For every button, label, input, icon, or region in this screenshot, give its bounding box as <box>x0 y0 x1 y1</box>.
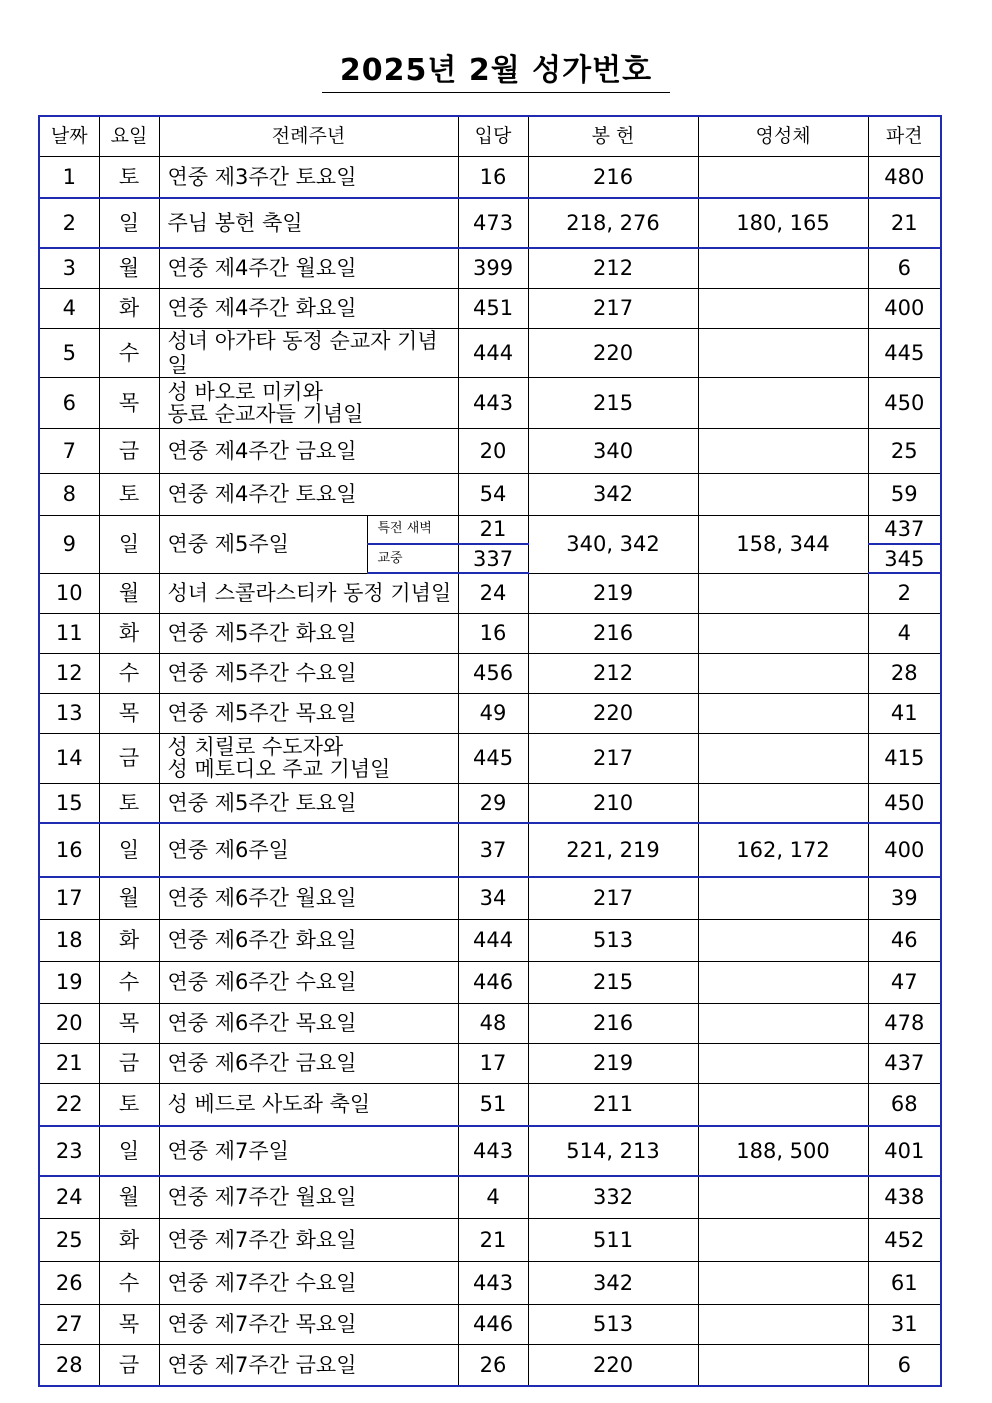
date-cell: 4 <box>39 288 99 328</box>
communion-cell <box>698 377 868 428</box>
dismissal-cell: 438 <box>868 1176 941 1218</box>
dismissal-cell: 31 <box>868 1304 941 1344</box>
header-dismissal: 파견 <box>868 116 941 156</box>
communion-cell: 188, 500 <box>698 1126 868 1176</box>
date-cell: 27 <box>39 1304 99 1344</box>
weekday-cell: 목 <box>99 1003 159 1043</box>
date-cell: 10 <box>39 573 99 613</box>
table-row <box>39 693 941 733</box>
offertory-cell: 212 <box>528 653 698 693</box>
date-cell: 11 <box>39 613 99 653</box>
entrance-cell: 337 <box>458 544 528 573</box>
offertory-cell: 218, 276 <box>528 198 698 248</box>
date-cell: 6 <box>39 377 99 428</box>
table-row <box>39 377 941 428</box>
header-row <box>39 116 941 156</box>
liturgy-cell: 연중 제6주간 금요일 <box>159 1043 458 1083</box>
offertory-cell: 220 <box>528 1344 698 1386</box>
weekday-cell: 토 <box>99 783 159 823</box>
entrance-cell: 48 <box>458 1003 528 1043</box>
offertory-cell: 342 <box>528 1261 698 1304</box>
table-row <box>39 877 941 919</box>
mass-label-cell: 교중 <box>367 544 458 573</box>
dismissal-cell: 6 <box>868 248 941 288</box>
communion-cell <box>698 248 868 288</box>
offertory-cell: 217 <box>528 288 698 328</box>
date-cell: 24 <box>39 1176 99 1218</box>
entrance-cell: 473 <box>458 198 528 248</box>
dismissal-cell: 28 <box>868 653 941 693</box>
dismissal-cell: 401 <box>868 1126 941 1176</box>
communion-cell <box>698 288 868 328</box>
offertory-cell: 210 <box>528 783 698 823</box>
liturgy-cell: 연중 제5주간 토요일 <box>159 783 458 823</box>
offertory-cell: 215 <box>528 377 698 428</box>
table-row <box>39 823 941 877</box>
liturgy-cell: 연중 제7주간 화요일 <box>159 1218 458 1261</box>
date-cell: 3 <box>39 248 99 288</box>
title-wrap <box>0 52 992 93</box>
communion-cell <box>698 1043 868 1083</box>
header-entrance: 입당 <box>458 116 528 156</box>
entrance-cell: 26 <box>458 1344 528 1386</box>
liturgy-cell: 연중 제4주간 금요일 <box>159 428 458 473</box>
offertory-cell: 215 <box>528 961 698 1003</box>
dismissal-cell: 25 <box>868 428 941 473</box>
communion-cell <box>698 961 868 1003</box>
entrance-cell: 446 <box>458 1304 528 1344</box>
liturgy-cell: 성녀 스콜라스티카 동정 기념일 <box>159 573 458 613</box>
communion-cell <box>698 653 868 693</box>
dismissal-cell: 400 <box>868 823 941 877</box>
offertory-cell: 221, 219 <box>528 823 698 877</box>
date-cell: 23 <box>39 1126 99 1176</box>
entrance-cell: 21 <box>458 515 528 544</box>
dismissal-cell: 450 <box>868 783 941 823</box>
weekday-cell: 일 <box>99 1126 159 1176</box>
weekday-cell: 토 <box>99 156 159 198</box>
date-cell: 18 <box>39 919 99 961</box>
offertory-cell: 212 <box>528 248 698 288</box>
communion-cell <box>698 328 868 377</box>
dismissal-cell: 46 <box>868 919 941 961</box>
entrance-cell: 49 <box>458 693 528 733</box>
communion-cell <box>698 919 868 961</box>
offertory-cell: 217 <box>528 877 698 919</box>
communion-cell <box>698 1304 868 1344</box>
liturgy-cell: 연중 제7주간 금요일 <box>159 1344 458 1386</box>
date-cell: 2 <box>39 198 99 248</box>
liturgy-line-2: 동료 순교자들 기념일 <box>167 401 364 426</box>
dismissal-cell: 415 <box>868 733 941 783</box>
weekday-cell: 목 <box>99 1304 159 1344</box>
date-cell: 20 <box>39 1003 99 1043</box>
entrance-cell: 444 <box>458 919 528 961</box>
table-row <box>39 733 941 783</box>
offertory-cell: 332 <box>528 1176 698 1218</box>
dismissal-cell: 41 <box>868 693 941 733</box>
date-cell: 25 <box>39 1218 99 1261</box>
offertory-cell: 220 <box>528 328 698 377</box>
entrance-cell: 443 <box>458 377 528 428</box>
offertory-cell: 513 <box>528 1304 698 1344</box>
table-row <box>39 515 941 544</box>
page-title: 2025년 2월 성가번호 <box>322 52 670 93</box>
weekday-cell: 목 <box>99 693 159 733</box>
table-row <box>39 961 941 1003</box>
liturgy-line-1: 성 바오로 미키와 <box>167 379 323 404</box>
entrance-cell: 54 <box>458 473 528 515</box>
weekday-cell: 수 <box>99 1261 159 1304</box>
communion-cell <box>698 1083 868 1126</box>
communion-cell: 158, 344 <box>698 515 868 573</box>
liturgy-cell: 연중 제4주간 월요일 <box>159 248 458 288</box>
entrance-cell: 444 <box>458 328 528 377</box>
weekday-cell: 수 <box>99 961 159 1003</box>
table-row <box>39 1261 941 1304</box>
liturgy-cell: 연중 제5주간 화요일 <box>159 613 458 653</box>
weekday-cell: 월 <box>99 248 159 288</box>
dismissal-cell: 47 <box>868 961 941 1003</box>
liturgy-line-1: 성 치릴로 수도자와 <box>167 735 344 759</box>
date-cell: 14 <box>39 733 99 783</box>
date-cell: 5 <box>39 328 99 377</box>
communion-cell <box>698 1344 868 1386</box>
entrance-cell: 443 <box>458 1126 528 1176</box>
liturgy-cell: 연중 제6주간 화요일 <box>159 919 458 961</box>
header-date: 날짜 <box>39 116 99 156</box>
entrance-cell: 399 <box>458 248 528 288</box>
offertory-cell: 340, 342 <box>528 515 698 573</box>
table-row <box>39 1218 941 1261</box>
entrance-cell: 451 <box>458 288 528 328</box>
liturgy-cell: 연중 제6주일 <box>159 823 458 877</box>
dismissal-cell: 2 <box>868 573 941 613</box>
liturgy-cell: 연중 제7주간 목요일 <box>159 1304 458 1344</box>
entrance-cell: 37 <box>458 823 528 877</box>
date-cell: 19 <box>39 961 99 1003</box>
table-row <box>39 573 941 613</box>
communion-cell: 180, 165 <box>698 198 868 248</box>
liturgy-cell: 연중 제5주간 목요일 <box>159 693 458 733</box>
offertory-cell: 514, 213 <box>528 1126 698 1176</box>
weekday-cell: 수 <box>99 653 159 693</box>
offertory-cell: 342 <box>528 473 698 515</box>
table-row <box>39 653 941 693</box>
dismissal-cell: 400 <box>868 288 941 328</box>
weekday-cell: 일 <box>99 823 159 877</box>
entrance-cell: 445 <box>458 733 528 783</box>
weekday-cell: 수 <box>99 328 159 377</box>
weekday-cell: 월 <box>99 877 159 919</box>
offertory-cell: 513 <box>528 919 698 961</box>
dismissal-cell: 478 <box>868 1003 941 1043</box>
communion-cell <box>698 1003 868 1043</box>
dismissal-cell: 21 <box>868 198 941 248</box>
liturgy-cell: 연중 제3주간 토요일 <box>159 156 458 198</box>
date-cell: 8 <box>39 473 99 515</box>
header-offertory: 봉 헌 <box>528 116 698 156</box>
table-row <box>39 328 941 377</box>
dismissal-cell: 68 <box>868 1083 941 1126</box>
date-cell: 9 <box>39 515 99 573</box>
entrance-cell: 17 <box>458 1043 528 1083</box>
dismissal-cell: 437 <box>868 515 941 544</box>
communion-cell <box>698 693 868 733</box>
weekday-cell: 화 <box>99 288 159 328</box>
table-row <box>39 1126 941 1176</box>
liturgy-cell: 연중 제7주간 수요일 <box>159 1261 458 1304</box>
weekday-cell: 일 <box>99 515 159 573</box>
communion-cell <box>698 783 868 823</box>
communion-cell <box>698 428 868 473</box>
date-cell: 21 <box>39 1043 99 1083</box>
entrance-cell: 456 <box>458 653 528 693</box>
liturgy-cell: 연중 제4주간 화요일 <box>159 288 458 328</box>
table-body <box>39 116 941 1386</box>
table-row <box>39 613 941 653</box>
offertory-cell: 216 <box>528 613 698 653</box>
date-cell: 16 <box>39 823 99 877</box>
table-row <box>39 198 941 248</box>
liturgy-cell: 성녀 아가타 동정 순교자 기념일 <box>159 328 458 377</box>
mass-label-cell: 특전 새벽 <box>367 515 458 544</box>
table-row <box>39 1083 941 1126</box>
liturgy-cell: 연중 제6주간 수요일 <box>159 961 458 1003</box>
date-cell: 12 <box>39 653 99 693</box>
date-cell: 22 <box>39 1083 99 1126</box>
entrance-cell: 21 <box>458 1218 528 1261</box>
dismissal-cell: 445 <box>868 328 941 377</box>
weekday-cell: 토 <box>99 1083 159 1126</box>
weekday-cell: 월 <box>99 573 159 613</box>
offertory-cell: 216 <box>528 156 698 198</box>
table-row <box>39 1003 941 1043</box>
offertory-cell: 217 <box>528 733 698 783</box>
communion-cell <box>698 1176 868 1218</box>
header-communion: 영성체 <box>698 116 868 156</box>
date-cell: 17 <box>39 877 99 919</box>
liturgy-cell: 연중 제4주간 토요일 <box>159 473 458 515</box>
entrance-cell: 16 <box>458 613 528 653</box>
entrance-cell: 20 <box>458 428 528 473</box>
dismissal-cell: 4 <box>868 613 941 653</box>
weekday-cell: 토 <box>99 473 159 515</box>
date-cell: 1 <box>39 156 99 198</box>
entrance-cell: 443 <box>458 1261 528 1304</box>
table-row <box>39 919 941 961</box>
dismissal-cell: 480 <box>868 156 941 198</box>
weekday-cell: 화 <box>99 919 159 961</box>
liturgy-cell: 연중 제6주간 월요일 <box>159 877 458 919</box>
entrance-cell: 24 <box>458 573 528 613</box>
weekday-cell: 일 <box>99 198 159 248</box>
weekday-cell: 목 <box>99 377 159 428</box>
offertory-cell: 211 <box>528 1083 698 1126</box>
header-liturgy: 전례주년 <box>159 116 458 156</box>
entrance-cell: 29 <box>458 783 528 823</box>
communion-cell <box>698 877 868 919</box>
table-row <box>39 783 941 823</box>
communion-cell <box>698 156 868 198</box>
date-cell: 28 <box>39 1344 99 1386</box>
communion-cell <box>698 573 868 613</box>
weekday-cell: 화 <box>99 1218 159 1261</box>
liturgy-line-2: 성 메토디오 주교 기념일 <box>167 757 391 781</box>
entrance-cell: 51 <box>458 1083 528 1126</box>
dismissal-cell: 450 <box>868 377 941 428</box>
hymn-schedule-table <box>38 115 942 1387</box>
offertory-cell: 340 <box>528 428 698 473</box>
entrance-cell: 4 <box>458 1176 528 1218</box>
dismissal-cell: 39 <box>868 877 941 919</box>
weekday-cell: 금 <box>99 1344 159 1386</box>
liturgy-cell <box>159 733 458 783</box>
entrance-cell: 446 <box>458 961 528 1003</box>
liturgy-cell: 성 베드로 사도좌 축일 <box>159 1083 458 1126</box>
entrance-cell: 34 <box>458 877 528 919</box>
liturgy-cell: 연중 제6주간 목요일 <box>159 1003 458 1043</box>
communion-cell <box>698 733 868 783</box>
dismissal-cell: 6 <box>868 1344 941 1386</box>
table-row <box>39 428 941 473</box>
offertory-cell: 216 <box>528 1003 698 1043</box>
table-row <box>39 248 941 288</box>
offertory-cell: 219 <box>528 1043 698 1083</box>
entrance-cell: 16 <box>458 156 528 198</box>
liturgy-cell: 연중 제5주간 수요일 <box>159 653 458 693</box>
weekday-cell: 화 <box>99 613 159 653</box>
table-row <box>39 473 941 515</box>
table-row <box>39 1043 941 1083</box>
dismissal-cell: 59 <box>868 473 941 515</box>
dismissal-cell: 345 <box>868 544 941 573</box>
table-row <box>39 156 941 198</box>
table-row <box>39 1304 941 1344</box>
liturgy-cell: 연중 제5주일 <box>159 515 367 573</box>
date-cell: 13 <box>39 693 99 733</box>
header-weekday: 요일 <box>99 116 159 156</box>
weekday-cell: 금 <box>99 428 159 473</box>
date-cell: 15 <box>39 783 99 823</box>
communion-cell <box>698 613 868 653</box>
communion-cell <box>698 1261 868 1304</box>
table-row <box>39 1344 941 1386</box>
date-cell: 26 <box>39 1261 99 1304</box>
offertory-cell: 220 <box>528 693 698 733</box>
liturgy-cell: 연중 제7주일 <box>159 1126 458 1176</box>
liturgy-cell: 연중 제7주간 월요일 <box>159 1176 458 1218</box>
dismissal-cell: 452 <box>868 1218 941 1261</box>
liturgy-cell <box>159 377 458 428</box>
communion-cell <box>698 1218 868 1261</box>
table-row <box>39 288 941 328</box>
weekday-cell: 금 <box>99 1043 159 1083</box>
offertory-cell: 511 <box>528 1218 698 1261</box>
communion-cell <box>698 473 868 515</box>
date-cell: 7 <box>39 428 99 473</box>
liturgy-cell: 주님 봉헌 축일 <box>159 198 458 248</box>
weekday-cell: 금 <box>99 733 159 783</box>
communion-cell: 162, 172 <box>698 823 868 877</box>
dismissal-cell: 437 <box>868 1043 941 1083</box>
offertory-cell: 219 <box>528 573 698 613</box>
weekday-cell: 월 <box>99 1176 159 1218</box>
table-row <box>39 1176 941 1218</box>
dismissal-cell: 61 <box>868 1261 941 1304</box>
